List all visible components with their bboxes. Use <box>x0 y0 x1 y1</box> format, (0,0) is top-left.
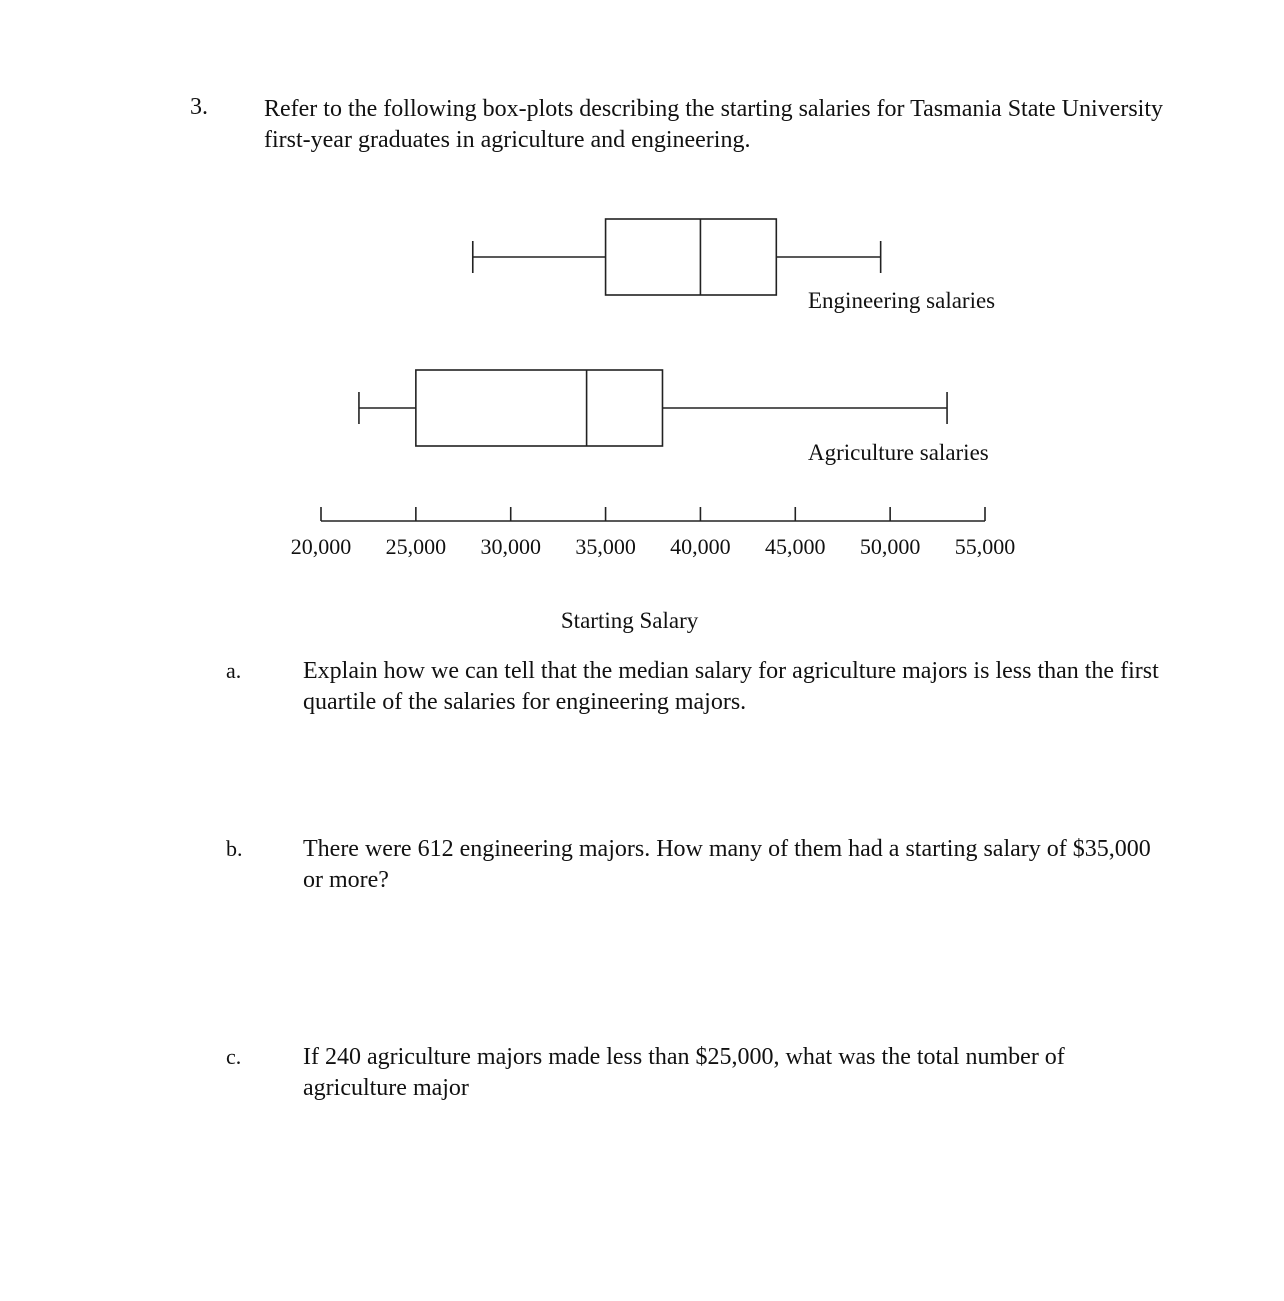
part-b-text: There were 612 engineering majors. How many of them had a starting salary of $35,000 or more? <box>303 836 1151 893</box>
part-a-text: Explain how we can tell that the median salary for agriculture majors is less than the first quartile of the salaries for engineering majors. <box>303 658 1159 715</box>
engineering-box <box>606 219 777 295</box>
x-axis-tick-label: 40,000 <box>670 534 731 559</box>
x-axis-title: Starting Salary <box>560 608 699 633</box>
part-a-letter: a. <box>226 658 242 683</box>
agriculture-series-label: Agriculture salaries <box>808 440 989 465</box>
question-number: 3. <box>190 94 208 120</box>
x-axis-tick-label: 35,000 <box>575 534 636 559</box>
part-b-letter: b. <box>226 836 243 861</box>
part-c-letter: c. <box>226 1044 242 1069</box>
x-axis-tick-label: 30,000 <box>480 534 541 559</box>
x-axis-tick-label: 50,000 <box>859 534 921 559</box>
x-axis-tick-label: 20,000 <box>290 534 352 559</box>
engineering-series-label: Engineering salaries <box>808 288 996 313</box>
agriculture-box <box>416 370 663 446</box>
question-intro: Refer to the following box-plots describing the starting salaries for Tasmania State University first-year graduates in agriculture and engineering. <box>264 96 1164 153</box>
x-axis-tick-label: 55,000 <box>954 534 1016 559</box>
x-axis-tick-label: 45,000 <box>765 534 826 559</box>
x-axis-tick-label: 25,000 <box>385 534 447 559</box>
part-c-text: If 240 agriculture majors made less than $25,000, what was the total number of agriculture major <box>303 1044 1065 1101</box>
